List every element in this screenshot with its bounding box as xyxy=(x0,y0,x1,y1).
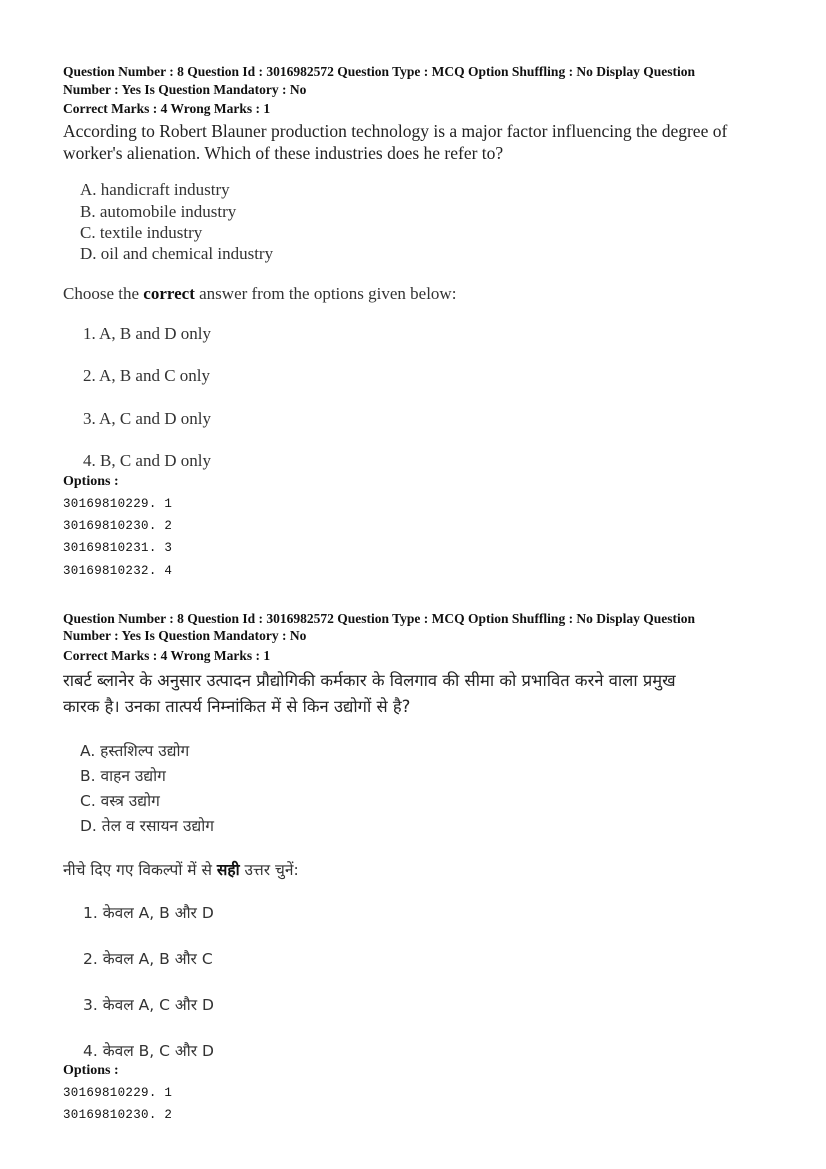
answer-choice-2: 2. केवल A, B और C xyxy=(83,950,213,968)
answer-choice-4: 4. B, C and D only xyxy=(83,451,211,470)
question-text-line-2: कारक है। उनका तात्पर्य निम्नांकित में से किन उद्योगों से है? xyxy=(63,697,411,716)
option-id-3: 30169810231. 3 xyxy=(63,541,173,555)
option-id-4: 30169810232. 4 xyxy=(63,564,173,578)
statement-c: C. textile industry xyxy=(80,223,203,242)
statement-b: B. automobile industry xyxy=(80,202,237,221)
question-text-line-2: worker's alienation. Which of these industries does he refer to? xyxy=(63,143,504,163)
marks-line: Correct Marks : 4 Wrong Marks : 1 xyxy=(63,648,271,663)
choose-instruction: Choose the correct answer from the options given below: xyxy=(63,284,457,303)
question-text-line-1: राबर्ट ब्लानेर के अनुसार उत्पादन प्रौद्योगिकी कर्मकार के विलगाव की सीमा को प्रभावित करने वाला प्रमुख xyxy=(63,671,676,690)
statement-a: A. हस्तशिल्प उद्योग xyxy=(80,742,190,760)
option-id-1: 30169810229. 1 xyxy=(63,497,173,511)
answer-choice-1: 1. A, B and D only xyxy=(83,324,211,343)
answer-choice-1: 1. केवल A, B और D xyxy=(83,904,214,922)
option-id-2: 30169810230. 2 xyxy=(63,519,173,533)
question-meta-line-2: Number : Yes Is Question Mandatory : No xyxy=(63,82,307,97)
option-id-1: 30169810229. 1 xyxy=(63,1086,173,1100)
question-text-line-1: According to Robert Blauner production technology is a major factor influencing the degree of xyxy=(63,121,728,141)
question-meta-line-1: Question Number : 8 Question Id : 3016982572 Question Type : MCQ Option Shuffling : No Display Question xyxy=(63,64,695,79)
answer-choice-3: 3. केवल A, C और D xyxy=(83,996,214,1014)
option-id-2: 30169810230. 2 xyxy=(63,1108,173,1122)
question-meta-line-1: Question Number : 8 Question Id : 3016982572 Question Type : MCQ Option Shuffling : No Display Question xyxy=(63,611,695,626)
choose-instruction: नीचे दिए गए विकल्पों में से सही उत्तर चुनें: xyxy=(63,861,299,879)
answer-choice-4: 4. केवल B, C और D xyxy=(83,1042,214,1060)
statement-a: A. handicraft industry xyxy=(80,180,230,199)
answer-choice-3: 3. A, C and D only xyxy=(83,409,211,428)
statement-c: C. वस्त्र उद्योग xyxy=(80,792,160,810)
choose-emphasis: correct xyxy=(143,284,195,303)
options-label: Options : xyxy=(63,1063,119,1078)
options-label: Options : xyxy=(63,474,119,489)
choose-emphasis: सही xyxy=(216,861,240,879)
statement-d: D. तेल व रसायन उद्योग xyxy=(80,817,214,835)
marks-line: Correct Marks : 4 Wrong Marks : 1 xyxy=(63,101,271,116)
question-meta-line-2: Number : Yes Is Question Mandatory : No xyxy=(63,628,307,643)
answer-choice-2: 2. A, B and C only xyxy=(83,366,211,385)
statement-b: B. वाहन उद्योग xyxy=(80,767,166,785)
statement-d: D. oil and chemical industry xyxy=(80,244,274,263)
